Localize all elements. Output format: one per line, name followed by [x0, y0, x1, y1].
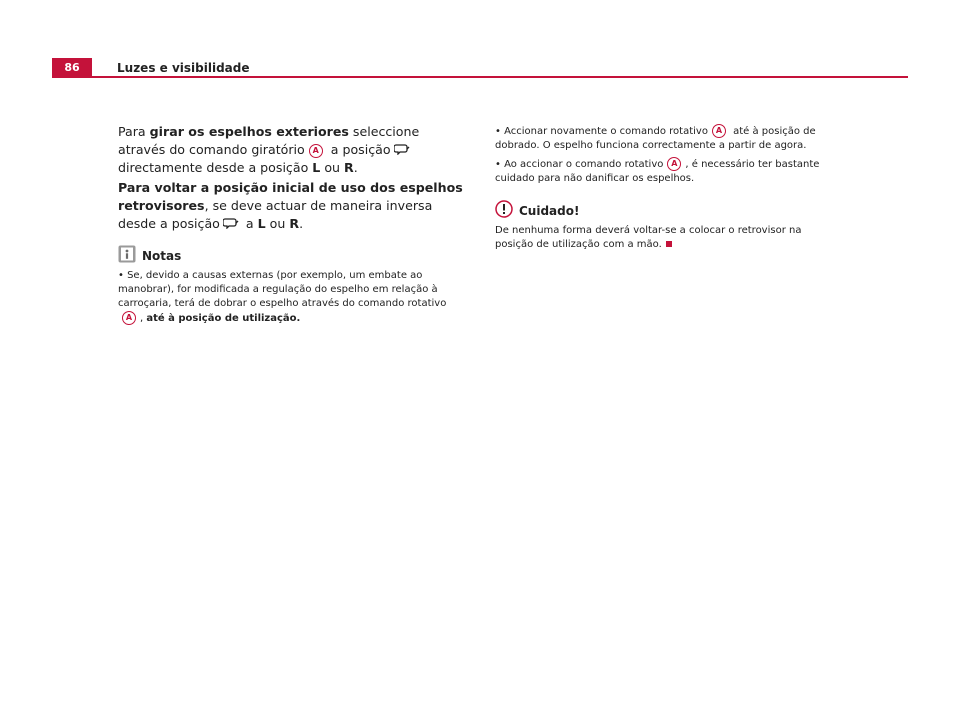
section-end-marker: [666, 241, 672, 247]
folded-mirror-icon: [223, 217, 239, 229]
control-a-badge: A: [712, 124, 726, 138]
chapter-title: Luzes e visibilidade: [117, 61, 250, 75]
right-column: [495, 124, 840, 252]
header-rule: [52, 76, 908, 78]
notes-heading: [118, 245, 463, 263]
control-a-badge: A: [309, 144, 323, 158]
note-text: • Se, devido a causas externas (por exemplo, um embate ao manobrar), for modificada a regulação do espelho em relação à carroçaria, terá de dobrar o espelho através do comando rotativoA , até à posição de utilização.: [118, 270, 447, 324]
notes-title: Notas: [142, 249, 182, 263]
paragraph-fold-mirrors: Para girar os espelhos exteriores seleccione através do comando giratório A a posição directamente desde a posição L ou R.: [118, 124, 420, 175]
paragraph-restore-mirrors: Para voltar a posição inicial de uso dos espelhos retrovisores, se deve actuar de maneira inversa desde a posição a L ou R.: [118, 180, 463, 231]
folded-mirror-icon: [394, 143, 410, 155]
caution-text: De nenhuma forma deverá voltar-se a colocar o retrovisor na posição de utilização com a mão.: [495, 225, 802, 250]
page-number: 86: [52, 58, 92, 78]
bullet-care: • Ao accionar o comando rotativo A , é necessário ter bastante cuidado para não danificar os espelhos.: [495, 159, 820, 184]
caution-heading: [495, 200, 840, 218]
control-a-badge: A: [667, 157, 681, 171]
exclamation-icon: [495, 200, 513, 218]
bullet-reactivate: • Accionar novamente o comando rotativo A até à posição de dobrado. O espelho funciona correctamente a partir de agora.: [495, 126, 816, 151]
info-note-icon: [118, 245, 136, 263]
control-a-badge: A: [122, 311, 136, 325]
caution-title: Cuidado!: [519, 204, 580, 218]
left-column: [118, 123, 463, 326]
